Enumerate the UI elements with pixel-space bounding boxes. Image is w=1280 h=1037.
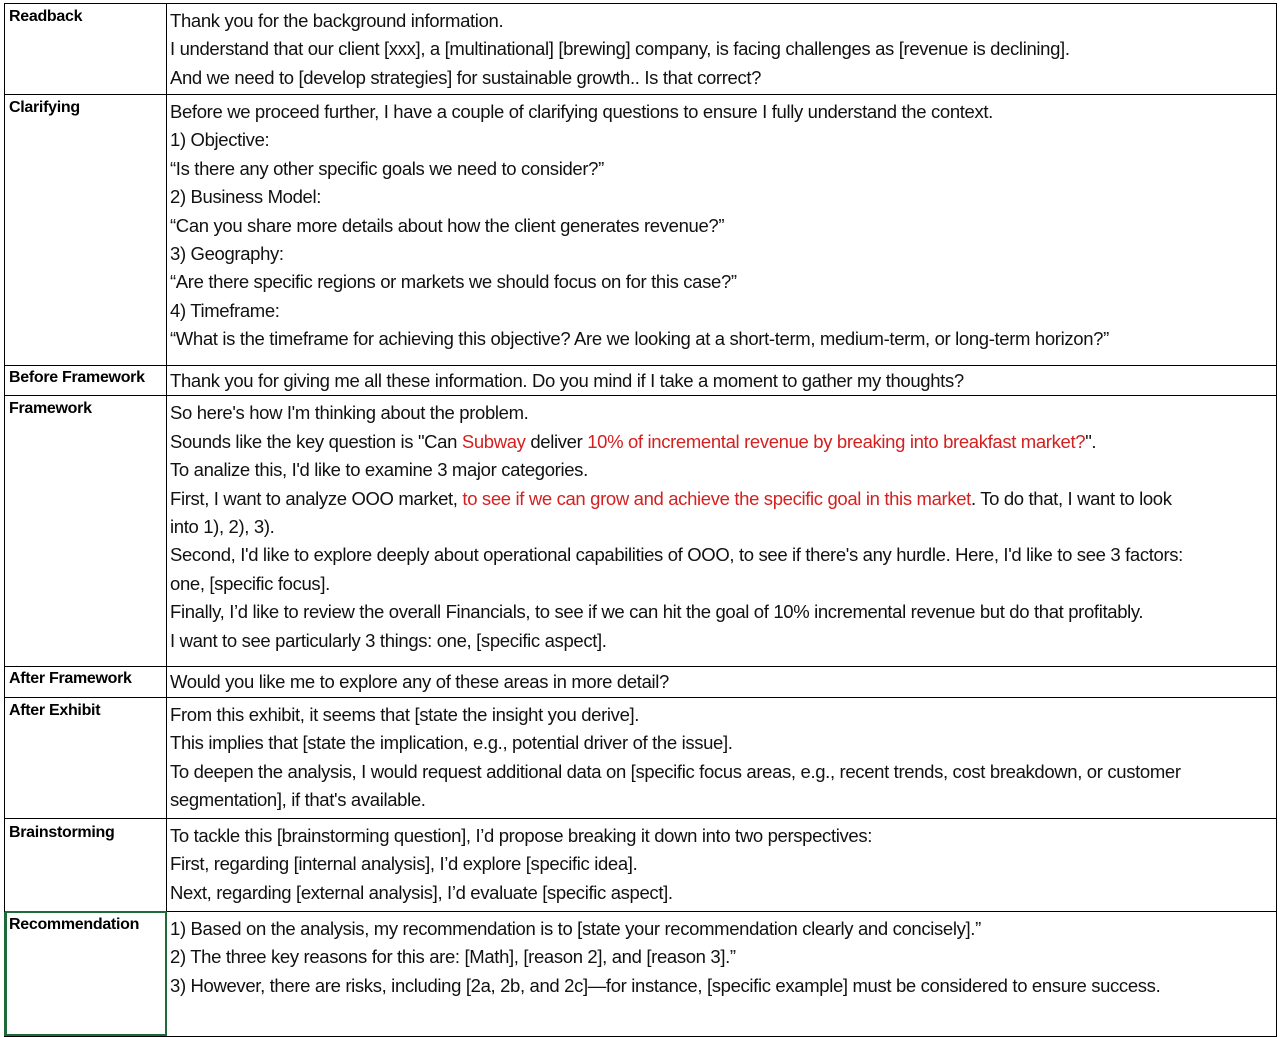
text-segment: deliver: [525, 430, 588, 452]
text-segment: . To do that, I want to look: [970, 487, 1172, 509]
text-segment: From this exhibit, it seems that [state the insight you derive].: [170, 703, 640, 725]
text-line: [170, 126, 1276, 154]
text-line: [170, 485, 1276, 513]
text-line: [170, 240, 1276, 268]
cell-label-before-framework[interactable]: Before Framework: [5, 366, 167, 396]
text-line: [170, 98, 1276, 126]
cell-label-brainstorming[interactable]: Brainstorming: [5, 818, 167, 911]
text-segment: Next, regarding [external analysis], I’d evaluate [specific aspect].: [170, 881, 673, 903]
table-row-readback: [5, 4, 1277, 95]
table-row-framework: [5, 396, 1277, 667]
cell-label-recommendation-selected[interactable]: Recommendation: [5, 911, 167, 1036]
text-line: [170, 570, 1276, 598]
text-segment: Second, I'd like to explore deeply about operational capabilities of OOO, to see if there's any hurdle. Here, I'd like to see 3 factors:: [170, 544, 1183, 566]
text-line: [170, 758, 1276, 786]
text-segment: I want to see particularly 3 things: one, [specific aspect].: [170, 629, 607, 651]
text-line: [170, 943, 1276, 971]
text-line: [170, 822, 1276, 850]
text-line: [170, 627, 1276, 655]
text-line: [170, 268, 1276, 296]
text-segment: This implies that [state the implication, e.g., potential driver of the issue].: [170, 732, 733, 754]
cell-label-after-framework[interactable]: After Framework: [5, 667, 167, 697]
text-segment: To deepen the analysis, I would request additional data on [specific focus areas, e.g., recent trends, cost breakdown, or customer: [170, 760, 1181, 782]
highlighted-text: to see if we can grow and achieve the specific goal in this market: [462, 487, 971, 509]
text-segment: Finally, I’d like to review the overall Financials, to see if we can hit the goal of 10% incremental revenue but do that profitably.: [170, 601, 1144, 623]
cell-content-brainstorming[interactable]: [167, 818, 1277, 911]
cell-content-clarifying[interactable]: [167, 95, 1277, 366]
text-line: [170, 399, 1276, 427]
text-segment: 1) Based on the analysis, my recommendation is to [state your recommendation clearly and concisely].”: [170, 917, 981, 939]
text-segment: 4) Timeframe:: [170, 299, 280, 321]
text-segment: “Can you share more details about how the client generates revenue?”: [170, 214, 725, 236]
text-segment: And we need to [develop strategies] for sustainable growth.. Is that correct?: [170, 66, 762, 88]
cell-content-framework[interactable]: [167, 396, 1277, 667]
table-row-after-framework: [5, 667, 1277, 697]
text-segment: into 1), 2), 3).: [170, 515, 275, 537]
text-segment: To analize this, I'd like to examine 3 major categories.: [170, 459, 588, 481]
text-line: [170, 367, 1276, 395]
cell-content-after-framework[interactable]: [167, 667, 1277, 697]
text-segment: Before we proceed further, I have a couple of clarifying questions to ensure I fully understand the context.: [170, 101, 993, 122]
text-line: [170, 786, 1276, 814]
text-segment: 1) Objective:: [170, 129, 270, 151]
text-line: [170, 155, 1276, 183]
text-line: [170, 598, 1276, 626]
text-line: [170, 513, 1276, 541]
table-row-before-framework: [5, 366, 1277, 396]
text-line: [170, 183, 1276, 211]
cell-label-clarifying[interactable]: Clarifying: [5, 95, 167, 366]
text-line: [170, 850, 1276, 878]
table-row-after-exhibit: [5, 697, 1277, 818]
text-segment: To tackle this [brainstorming question], I’d propose breaking it down into two perspectives:: [170, 824, 873, 846]
text-segment: 2) Business Model:: [170, 186, 322, 208]
cell-content-readback[interactable]: [167, 4, 1277, 95]
cell-content-before-framework[interactable]: [167, 366, 1277, 396]
text-segment: “Is there any other specific goals we need to consider?”: [170, 157, 604, 179]
table-row-clarifying: [5, 95, 1277, 366]
text-segment: First, I want to analyze OOO market,: [170, 487, 463, 509]
text-line: [170, 212, 1276, 240]
text-line: [170, 541, 1276, 569]
text-segment: “What is the timeframe for achieving this objective? Are we looking at a short-term, medium-term, or long-term horizon?”: [170, 328, 1109, 350]
cell-label-after-exhibit[interactable]: After Exhibit: [5, 697, 167, 818]
cell-label-readback[interactable]: Readback: [5, 4, 167, 95]
cell-label-framework[interactable]: Framework: [5, 396, 167, 667]
text-segment: Sounds like the key question is "Can: [170, 430, 462, 452]
text-line: [170, 701, 1276, 729]
table-row-brainstorming: [5, 818, 1277, 911]
text-line: [170, 325, 1276, 353]
text-segment: Would you like me to explore any of these areas in more detail?: [170, 671, 669, 693]
text-segment: Thank you for the background information.: [170, 10, 504, 31]
text-segment: 3) Geography:: [170, 242, 284, 264]
text-line: [170, 729, 1276, 757]
text-segment: 3) However, there are risks, including [2a, 2b, and 2c]—for instance, [specific example] must be considered to ensure success.: [170, 974, 1161, 996]
script-table: [4, 3, 1277, 1037]
highlighted-text: Subway: [461, 430, 526, 452]
text-segment: ".: [1085, 430, 1097, 452]
cell-content-after-exhibit[interactable]: [167, 697, 1277, 818]
text-segment: 2) The three key reasons for this are: [Math], [reason 2], and [reason 3].”: [170, 946, 736, 968]
text-line: [170, 428, 1276, 456]
text-segment: segmentation], if that's available.: [170, 788, 426, 810]
text-segment: First, regarding [internal analysis], I’d explore [specific idea].: [170, 853, 638, 875]
text-segment: I understand that our client [xxx], a [multinational] [brewing] company, is facing challenges as [revenue is declining].: [170, 38, 1070, 60]
text-line: [170, 879, 1276, 907]
text-segment: one, [specific focus].: [170, 572, 330, 594]
text-line: [170, 456, 1276, 484]
text-line: [170, 972, 1276, 1000]
text-line: [170, 668, 1276, 696]
text-line: [170, 297, 1276, 325]
text-line: [170, 7, 1276, 35]
text-line: [170, 915, 1276, 943]
text-segment: “Are there specific regions or markets we should focus on for this case?”: [170, 271, 737, 293]
text-line: [170, 64, 1276, 92]
text-segment: Thank you for giving me all these information. Do you mind if I take a moment to gather my thoughts?: [170, 370, 964, 391]
highlighted-text: 10% of incremental revenue by breaking into breakfast market?: [587, 430, 1086, 452]
text-segment: So here's how I'm thinking about the problem.: [170, 402, 529, 424]
text-line: [170, 35, 1276, 63]
